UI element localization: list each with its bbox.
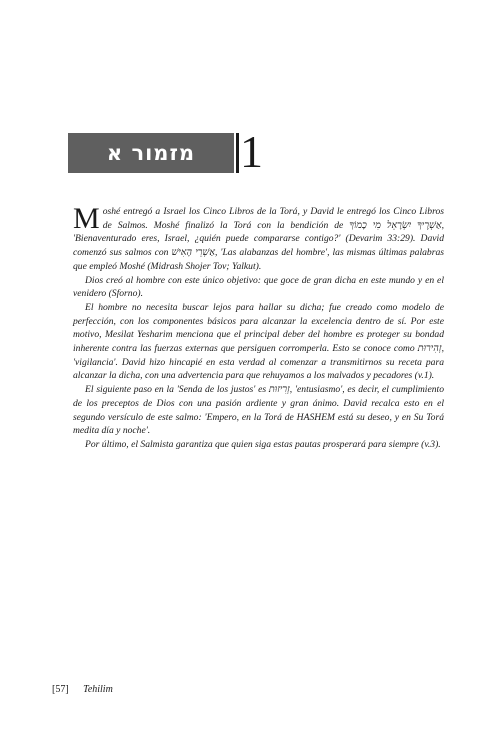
header-divider [236,133,239,173]
psalm-hebrew-title: מזמור א [106,141,196,165]
drop-cap: M [73,202,100,235]
page-number: [57] [52,684,69,695]
psalm-number: 1 [240,126,263,177]
book-title: Tehilim [83,684,113,695]
paragraph-text: oshé entregó a Israel los Cinco Libros de la Torá, y David le entregó los Cinco Libros de Salmos. Moshé finalizó la Torá con la bendición de אַשְׁרֶיךָ יִשְׂרָאֵל מִי כָמוֹךָ, 'Bienaventurado eres, Israel, ¿quién puede compararse contigo?' (Devarim 33:29). David comenzó sus salmos con אַשְׁרֵי הָאִישׁ, 'Las alabanzas del hombre', las mismas últimas palabras que empleó Moshé (Midrash Shojer Tov; Yalkut). [73,206,444,272]
paragraph-intro [73,202,444,274]
paragraph: Por último, el Salmista garantiza que quien siga estas pautas prosperará para siempre (v.3). [85,438,441,450]
paragraph: Dios creó al hombre con este único objetivo: que goce de gran dicha en este mundo y en el venidero (Sforno). [73,274,444,300]
commentary-text [73,202,444,452]
paragraph: El hombre no necesita buscar lejos para hallar su dicha; fue creado como modelo de perfección, con los componentes básicos para alcanzar la excelencia dentro de sí. Por este motivo, Mesilat Yesharim menciona que el principal deber del hombre es proteger su bondad inherente contra las fuerzas externas que persiguen corromperla. Esto se conoce como זְהִירוּת, 'vigilancia'. David hizo hincapié en esta verdad al comenzar a transmitirnos su receta para alcanzar la dicha, con una advertencia para que rehuyamos a los malvados y pecadores (v.1). [73,301,444,382]
page-footer [52,684,113,695]
paragraph: El siguiente paso en la 'Senda de los justos' es זְרִיזוּת, 'entusiasmo', es decir, el cumplimiento de los preceptos de Dios con una pasión ardiente y gran ánimo. David recalca esto en el segundo versículo de este salmo: 'Empero, en la Torá de HASHEM está su deseo, y en Su Torá medita día y noche'. [73,384,444,437]
psalm-header-band [68,133,234,173]
